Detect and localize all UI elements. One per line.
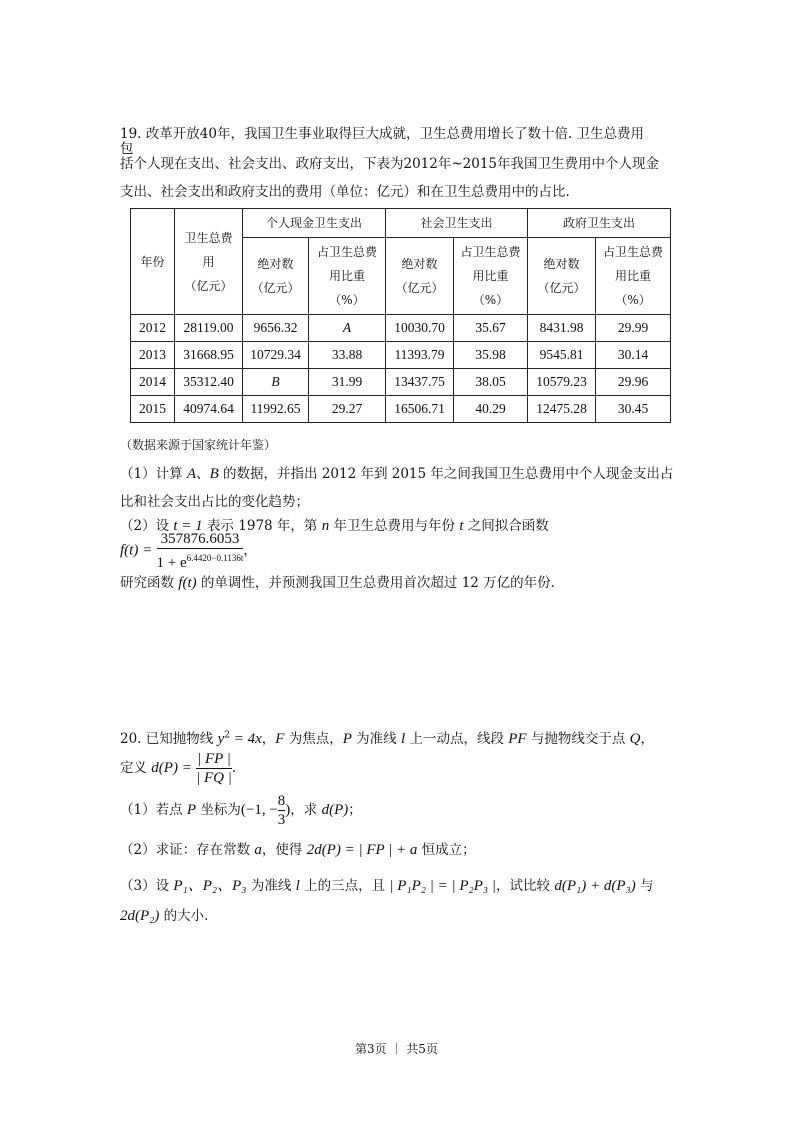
table-row [131,369,671,396]
table-cell: 31668.95 [175,342,243,369]
table-row [131,342,671,369]
q19-intro-line4: 支出、社会支出和政府支出的费用（单位：亿元）和在卫生总费用中的占比. [120,184,570,200]
table-cell: 30.45 [596,396,671,423]
header-pct: 占卫生总费 用比重 （%） [454,238,528,315]
table-cell: 9656.32 [243,315,309,342]
q20-stem: 20. 已知抛物线 $y^2 = 4x$，F 为焦点，P 为准线 l 上一动点，线段 PF 与抛物线交于点 Q， [120,730,655,747]
table-cell: 11992.65 [243,396,309,423]
table-cell: 11393.79 [386,342,454,369]
data-source-note: （数据来源于国家统计年鉴） [120,438,277,452]
header-abs: 绝对数 （亿元） [243,238,309,315]
q20-part3-cont: 2d(P₂) 的大小. [120,908,209,924]
table-cell: 35312.40 [175,369,243,396]
table-cell: 40974.64 [175,396,243,423]
header-total: 卫生总费 用 （亿元） [175,209,243,315]
page-number-footer: 第3页 ｜ 共5页 [355,1042,438,1056]
table-cell: 31.99 [309,369,386,396]
table-cell: 2013 [131,342,175,369]
table-cell: 10579.23 [528,369,596,396]
table-cell: 38.05 [454,369,528,396]
q20-definition: 定义 d(P) = $\frac{| FP |}{| FQ |}$ . [120,751,237,786]
table-cell: 2015 [131,396,175,423]
q19-intro-line1: 19. 改革开放40年，我国卫生事业取得巨大成就，卫生总费用增长了数十倍. 卫生总费用 [120,126,645,142]
header-pct: 占卫生总费 用比重 （%） [596,238,671,315]
table-cell: 35.67 [454,315,528,342]
fitting-function-formula: f(t) = $\frac{357876.6053}{1 + e^{6.4420-0.1136t}}$ ， [120,531,257,571]
table-cell: 29.96 [596,369,671,396]
q19-part3: 研究函数 f(t) 的单调性，并预测我国卫生总费用首次超过 12 万亿的年份. [120,575,555,591]
table-cell: A [309,315,386,342]
q19-intro-line2: 包 [120,141,134,157]
q19-part1: （1）计算 A、B 的数据，并指出 2012 年到 2015 年之间我国卫生总费用中个人现金支出占 [120,466,674,482]
header-abs: 绝对数 （亿元） [528,238,596,315]
table-cell: 16506.71 [386,396,454,423]
header-abs: 绝对数 （亿元） [386,238,454,315]
table-cell: 10729.34 [243,342,309,369]
table-row [131,396,671,423]
table-row [131,315,671,342]
table-cell: 2014 [131,369,175,396]
table-cell: 30.14 [596,342,671,369]
table-cell: 9545.81 [528,342,596,369]
header-year: 年份 [131,209,175,315]
q20-part3: （3）设 P₁、P₂、P₃ 为准线 l 上的三点，且 | P₁P₂ | = | P₂P₃ |，试比较 d(P₁) + d(P₃) 与 [120,878,654,894]
header-government: 政府卫生支出 [528,209,671,238]
table-cell: 29.99 [596,315,671,342]
header-social: 社会卫生支出 [386,209,528,238]
q19-part2: （2）设 t = 1 表示 1978 年，第 n 年卫生总费用与年份 t 之间拟合函数 [120,518,549,534]
table-cell: 2012 [131,315,175,342]
table-cell: 10030.70 [386,315,454,342]
health-expenditure-table [130,208,671,423]
q19-part1-cont: 比和社会支出占比的变化趋势； [120,494,309,510]
q19-intro-line3: 括个人现在支出、社会支出、政府支出，下表为2012年~2015年我国卫生费用中个人现金 [120,156,660,172]
header-personal: 个人现金卫生支出 [243,209,386,238]
q20-part1: （1）若点 P 坐标为(−1, − $\frac{8}{3}$ )，求 d(P)； [120,793,362,828]
table-cell: 29.27 [309,396,386,423]
table-cell: 40.29 [454,396,528,423]
table-cell: 28119.00 [175,315,243,342]
table-cell: 33.88 [309,342,386,369]
header-pct: 占卫生总费 用比重 （%） [309,238,386,315]
table-cell: 8431.98 [528,315,596,342]
table-cell: 12475.28 [528,396,596,423]
q20-part2: （2）求证：存在常数 a，使得 2d(P) = | FP | + a 恒成立； [120,842,476,858]
table-cell: 35.98 [454,342,528,369]
table-cell: B [243,369,309,396]
table-cell: 13437.75 [386,369,454,396]
